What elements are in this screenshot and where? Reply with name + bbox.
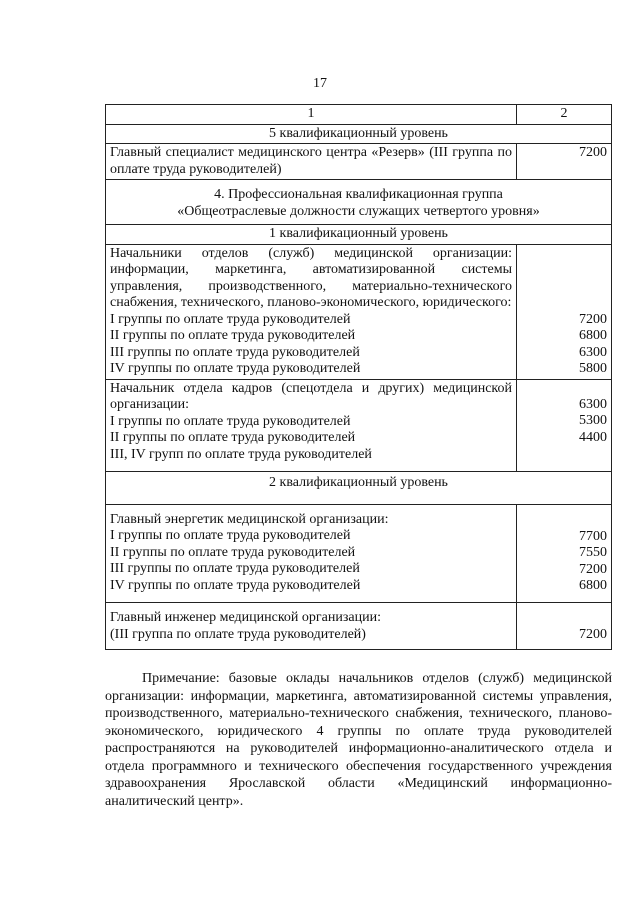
heads-item-4: IV группы по оплате труда руководителей <box>110 361 361 376</box>
hr-row-values <box>517 379 612 472</box>
heads-value-2: 6800 <box>579 328 607 343</box>
energy-row-values <box>517 504 612 603</box>
energy-value-4: 6800 <box>579 578 607 593</box>
heads-value-3: 6300 <box>579 344 607 360</box>
table-row <box>106 144 612 180</box>
level2-title: 2 квалификационный уровень <box>106 472 612 505</box>
group4-title-line1: 4. Профессиональная квалификационная группа <box>214 187 503 202</box>
group4-title <box>106 180 612 225</box>
level5-title-row <box>106 124 612 144</box>
level5-row-value: 7200 <box>517 144 612 180</box>
energy-value-2: 7550 <box>579 545 607 560</box>
group4-title-row <box>106 180 612 225</box>
salary-table <box>105 104 612 650</box>
energy-row-intro: Главный энергетик медицинской организации: <box>110 511 389 527</box>
hr-item-1: I группы по оплате труда руководителей <box>110 413 351 429</box>
level2-title-row <box>106 472 612 505</box>
heads-item-2: II группы по оплате труда руководителей <box>110 328 356 343</box>
heads-row-values <box>517 244 612 379</box>
energy-row-text <box>106 504 517 603</box>
heads-item-3: III группы по оплате труда руководителей <box>110 344 360 360</box>
header-col2: 2 <box>517 105 612 125</box>
engineer-row-values <box>517 603 612 650</box>
hr-value-3: 4400 <box>579 429 607 445</box>
table-row <box>106 603 612 650</box>
level1-title: 1 квалификационный уровень <box>106 225 612 245</box>
engineer-row-intro: Главный инженер медицинской организации: <box>110 610 381 625</box>
engineer-row-text <box>106 603 517 650</box>
hr-value-1: 6300 <box>579 396 607 412</box>
hr-row-intro: Начальник отдела кадров (спецотдела и других) медицинской организации: <box>110 380 512 412</box>
heads-value-4: 5800 <box>579 361 607 376</box>
energy-value-3: 7200 <box>579 561 607 577</box>
heads-value-1: 7200 <box>579 311 607 327</box>
hr-value-2: 5300 <box>579 413 607 428</box>
table-row <box>106 379 612 472</box>
heads-item-1: I группы по оплате труда руководителей <box>110 311 351 327</box>
energy-value-1: 7700 <box>579 528 607 544</box>
hr-item-2: II группы по оплате труда руководителей <box>110 430 356 445</box>
header-col1: 1 <box>106 105 517 125</box>
energy-item-1: I группы по оплате труда руководителей <box>110 528 351 543</box>
engineer-value: 7200 <box>579 627 607 642</box>
page-number: 17 <box>313 76 327 91</box>
table-row <box>106 244 612 379</box>
level5-title: 5 квалификационный уровень <box>106 124 612 144</box>
note-paragraph: Примечание: базовые оклады начальников отделов (служб) медицинской организации: информации, маркетинга, автоматизированной системы управления, производственного, материально-технического снабжения, технического, планово-экономического, юридического 4 группы по оплате труда руководителей распространяются на руководителей информационно-аналитического отдела и отдела программного и технического обеспечения государственного учреждения здравоохранения Ярославской области «Медицинский информационно-аналитический центр». <box>105 671 612 809</box>
energy-item-2: II группы по оплате труда руководителей <box>110 544 356 560</box>
level1-title-row <box>106 225 612 245</box>
hr-item-3: III, IV групп по оплате труда руководителей <box>110 446 372 462</box>
heads-row-intro: Начальники отделов (служб) медицинской организации: информации, маркетинга, автоматизированной системы управления, производственного, материально-технического снабжения, технического, планово-экономического, юридического: <box>110 245 512 310</box>
energy-item-3: III группы по оплате труда руководителей <box>110 561 360 576</box>
table-row <box>106 504 612 603</box>
group4-title-line2: «Общеотраслевые должности служащих четвертого уровня» <box>177 203 540 219</box>
engineer-row-line2: (III группа по оплате труда руководителей) <box>110 626 366 642</box>
energy-item-4: IV группы по оплате труда руководителей <box>110 577 361 593</box>
table-header-row <box>106 105 612 125</box>
hr-row-text <box>106 379 517 472</box>
level5-row-text: Главный специалист медицинского центра «Резерв» (III группа по оплате труда руководителей) <box>106 144 517 180</box>
heads-row-text <box>106 244 517 379</box>
